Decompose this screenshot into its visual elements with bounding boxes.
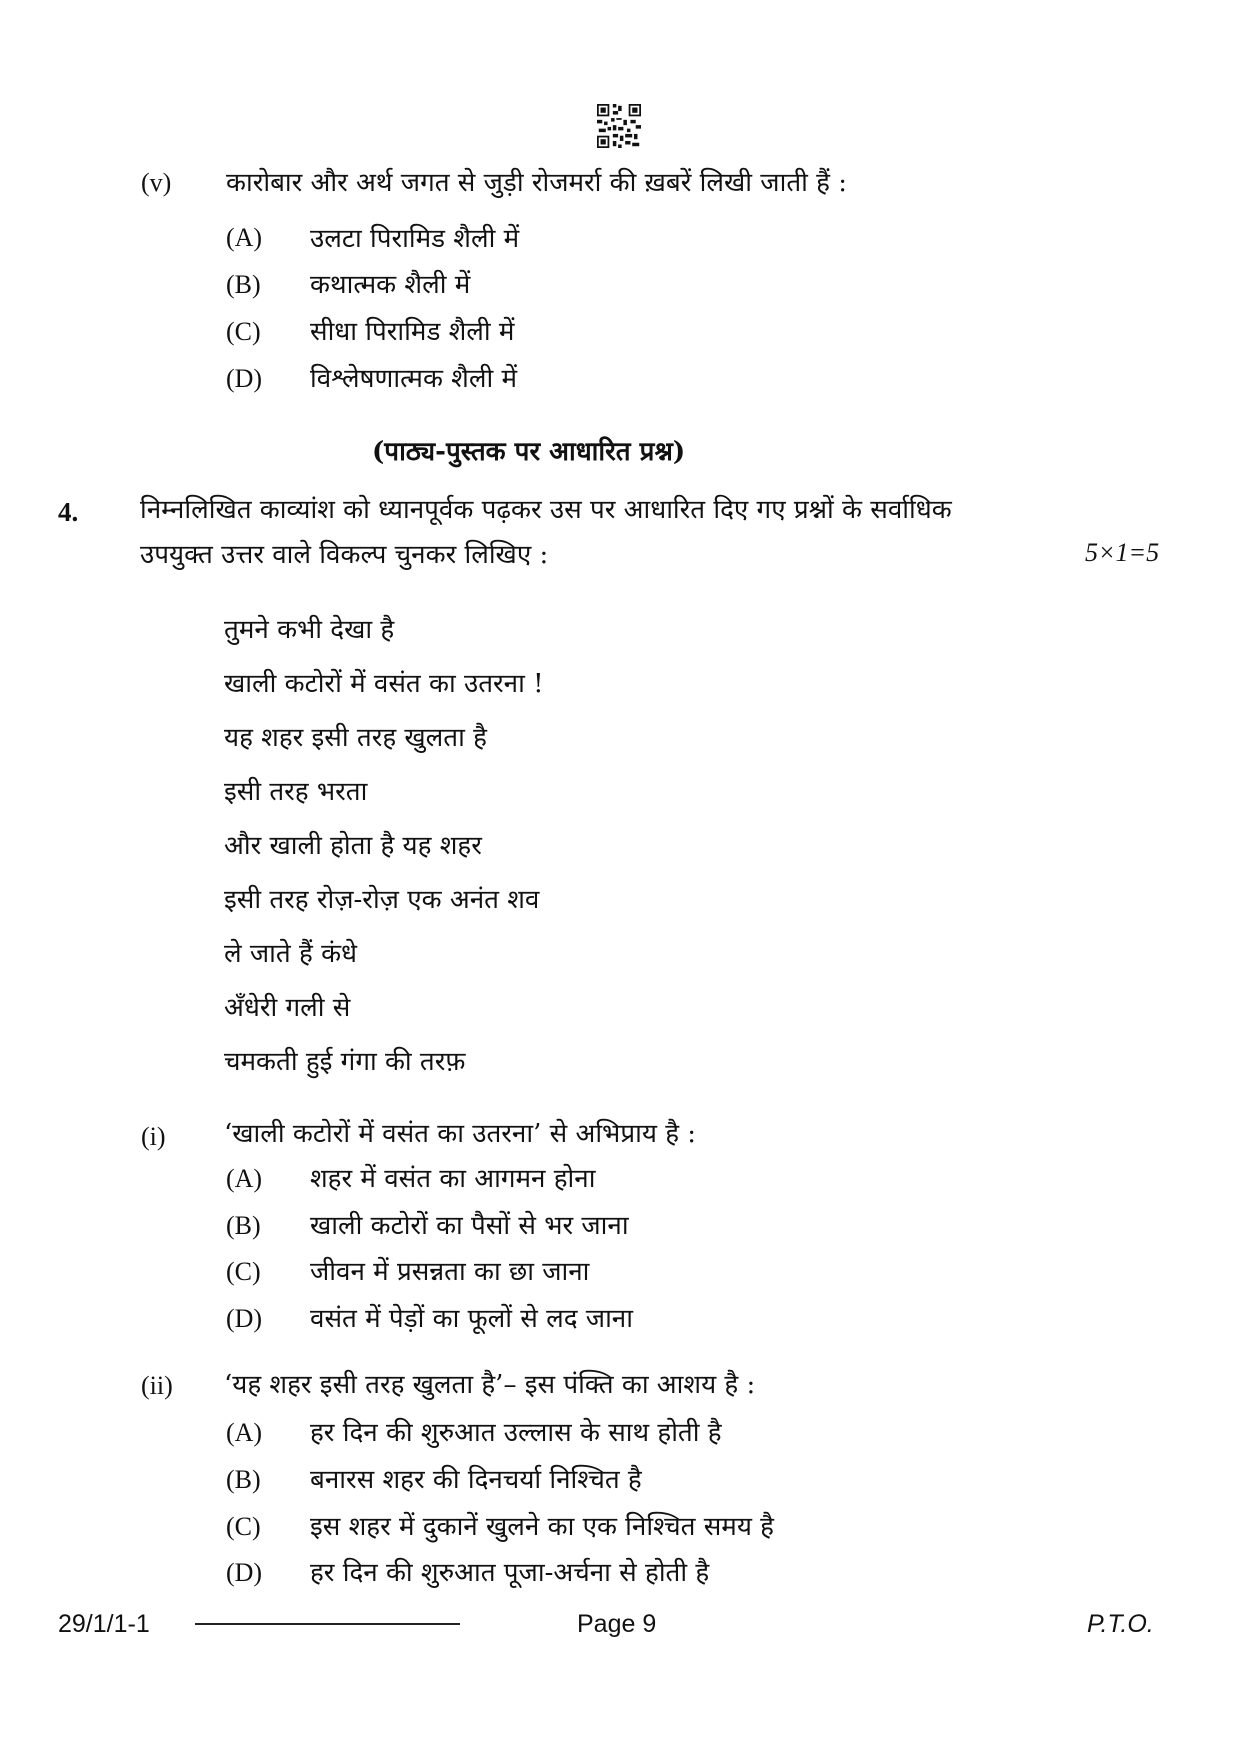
poem-line: और खाली होता है यह शहर xyxy=(224,831,482,861)
question-text: ‘यह शहर इसी तरह खुलता है’– इस पंक्ति का आशय है : xyxy=(224,1370,756,1400)
option-text: जीवन में प्रसन्नता का छा जाना xyxy=(310,1257,590,1287)
option-text: वसंत में पेड़ों का फूलों से लद जाना xyxy=(310,1304,633,1334)
option-text: हर दिन की शुरुआत पूजा-अर्चना से होती है xyxy=(310,1558,710,1588)
section-heading: (पाठ्य-पुस्तक पर आधारित प्रश्न) xyxy=(372,437,686,467)
option-label: (B) xyxy=(226,1211,261,1240)
option-label: (D) xyxy=(226,1558,263,1587)
option-label: (A) xyxy=(226,1164,263,1193)
poem-line: अँधेरी गली से xyxy=(224,993,351,1023)
pto-label: P.T.O. xyxy=(1087,1610,1154,1638)
option-label: (D) xyxy=(226,364,263,393)
question-instruction: उपयुक्त उत्तर वाले विकल्प चुनकर लिखिए : xyxy=(140,540,549,570)
option-label: (C) xyxy=(226,1512,261,1541)
option-label: (A) xyxy=(226,223,263,252)
question-text: कारोबार और अर्थ जगत से जुड़ी रोजमर्रा की ख़बरें लिखी जाती हैं : xyxy=(226,168,847,198)
poem-line: यह शहर इसी तरह खुलता है xyxy=(224,723,487,753)
option-text: हर दिन की शुरुआत उल्लास के साथ होती है xyxy=(310,1418,722,1448)
option-label: (B) xyxy=(226,1465,261,1494)
page-number: Page 9 xyxy=(577,1610,657,1638)
footer-divider xyxy=(195,1623,460,1625)
question-number: 4. xyxy=(58,497,79,527)
option-text: बनारस शहर की दिनचर्या निश्चित है xyxy=(310,1465,642,1495)
question-number: (ii) xyxy=(141,1371,173,1400)
option-label: (B) xyxy=(226,270,261,299)
option-label: (C) xyxy=(226,1257,261,1286)
option-text: खाली कटोरों का पैसों से भर जाना xyxy=(310,1211,629,1241)
option-label: (A) xyxy=(226,1418,263,1447)
option-text: कथात्मक शैली में xyxy=(310,270,471,300)
option-label: (C) xyxy=(226,317,261,346)
poem-line: खाली कटोरों में वसंत का उतरना ! xyxy=(224,669,544,699)
marks-allocation: 5×1=5 xyxy=(1085,538,1160,567)
option-text: सीधा पिरामिड शैली में xyxy=(310,317,515,347)
question-text: ‘खाली कटोरों में वसंत का उतरना’ से अभिप्राय है : xyxy=(224,1119,697,1149)
poem-line: चमकती हुई गंगा की तरफ़ xyxy=(224,1047,466,1077)
poem-line: तुमने कभी देखा है xyxy=(224,615,395,645)
poem-line: ले जाते हैं कंधे xyxy=(224,939,358,969)
poem-line: इसी तरह भरता xyxy=(224,777,368,807)
question-instruction: निम्नलिखित काव्यांश को ध्यानपूर्वक पढ़कर उस पर आधारित दिए गए प्रश्नों के सर्वाधिक xyxy=(140,495,952,525)
option-text: उलटा पिरामिड शैली में xyxy=(310,224,520,254)
option-text: शहर में वसंत का आगमन होना xyxy=(310,1164,596,1194)
paper-code: 29/1/1-1 xyxy=(58,1610,150,1638)
option-text: विश्लेषणात्मक शैली में xyxy=(310,364,518,394)
qr-code xyxy=(597,104,641,148)
option-text: इस शहर में दुकानें खुलने का एक निश्चित समय है xyxy=(310,1512,774,1542)
question-number: (i) xyxy=(141,1122,166,1151)
question-number: (v) xyxy=(141,168,172,197)
poem-line: इसी तरह रोज़-रोज़ एक अनंत शव xyxy=(224,885,540,915)
option-label: (D) xyxy=(226,1304,263,1333)
